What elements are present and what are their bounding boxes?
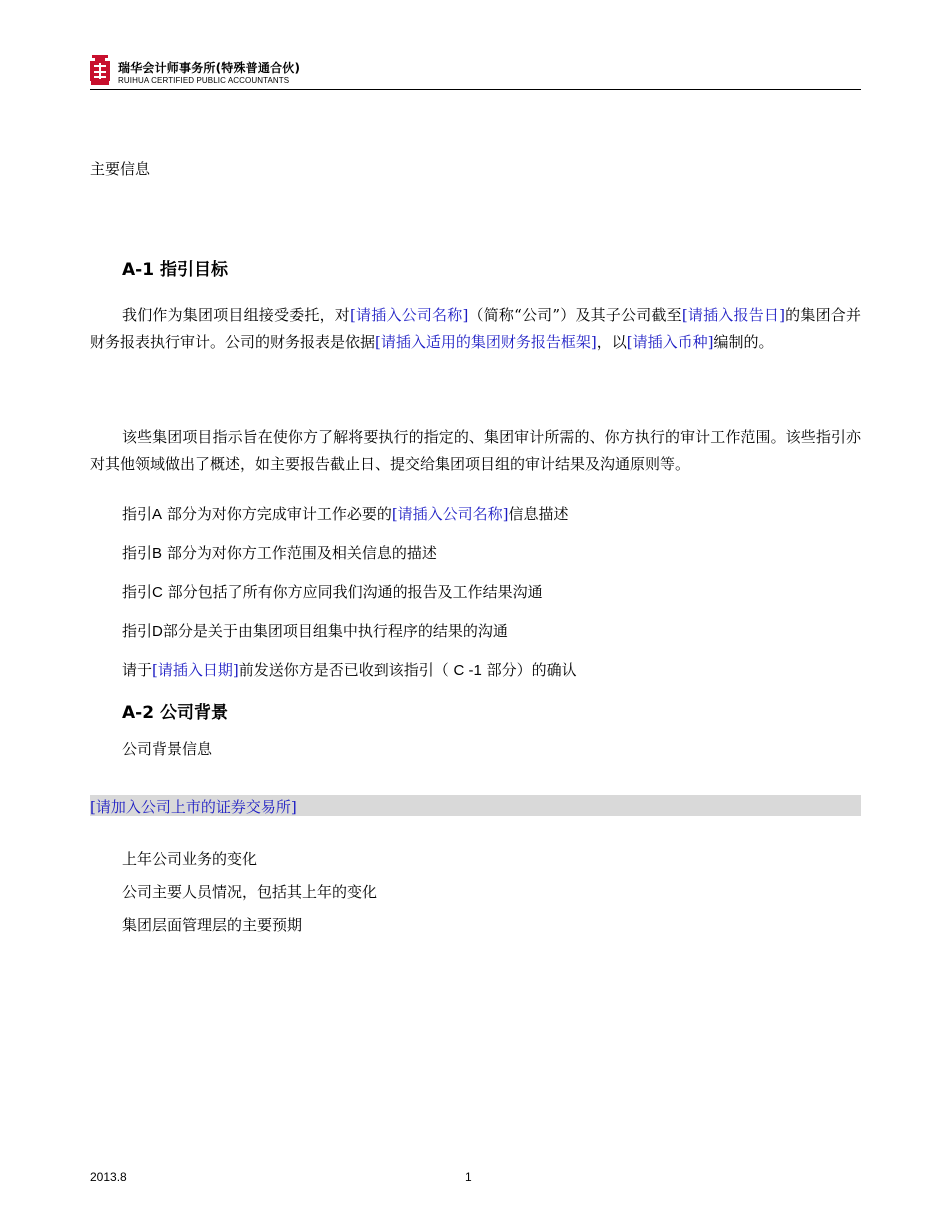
- header-divider: [90, 89, 861, 90]
- page-number: 1: [465, 1170, 472, 1184]
- paragraph-a1-intro: 我们作为集团项目组接受委托，对[请插入公司名称]（简称“公司”）及其子公司截至[请插入报告日]的集团合并财务报表执行审计。公司的财务报表是依据[请插入适用的集团财务报告框架]，以[请插入币种]编制的。: [90, 306, 861, 351]
- section-title: 主要信息: [90, 160, 151, 178]
- shaded-placeholder-bar: [90, 795, 861, 816]
- list-item-guide-a: 指引A 部分为对你方完成审计工作必要的[请插入公司名称]信息描述: [122, 505, 569, 523]
- placeholder-report-date: [请插入报告日]: [681, 306, 785, 324]
- heading-a1: A-1 指引目标: [122, 260, 228, 280]
- firm-name-cn: 瑞华会计师事务所(特殊普通合伙): [118, 61, 301, 75]
- company-background-subtitle: 公司背景信息: [122, 740, 213, 758]
- list-item-guide-c: 指引C 部分包括了所有你方应同我们沟通的报告及工作结果沟通: [122, 583, 543, 601]
- placeholder-currency: [请插入币种]: [626, 333, 714, 351]
- ruihua-logo-icon: [90, 55, 110, 85]
- list-item-guide-b: 指引B 部分为对你方工作范围及相关信息的描述: [122, 544, 437, 562]
- footer-date: 2013.8: [90, 1170, 127, 1184]
- heading-a2: A-2 公司背景: [122, 703, 228, 723]
- confirmation-line: 请于[请插入日期]前发送你方是否已收到该指引（ C -1 部分）的确认: [122, 661, 577, 679]
- placeholder-company-name-2: [请插入公司名称]: [391, 505, 509, 523]
- list-item: 上年公司业务的变化: [122, 850, 258, 868]
- firm-name-en: RUIHUA CERTIFIED PUBLIC ACCOUNTANTS: [118, 76, 290, 85]
- list-item: 公司主要人员情况，包括其上年的变化: [122, 883, 378, 901]
- placeholder-framework: [请插入适用的集团财务报告框架]: [375, 333, 597, 351]
- list-item-guide-d: 指引D部分是关于由集团项目组集中执行程序的结果的沟通: [122, 622, 508, 640]
- placeholder-stock-exchange: [请加入公司上市的证券交易所]: [90, 798, 297, 816]
- placeholder-date: [请插入日期]: [152, 661, 239, 679]
- placeholder-company-name: [请插入公司名称]: [350, 306, 469, 324]
- paragraph-a1-scope: 该些集团项目指示旨在使你方了解将要执行的指定的、集团审计所需的、你方执行的审计工作范围。该些指引亦对其他领域做出了概述，如主要报告截止日、提交给集团项目组的审计结果及沟通原则等。: [90, 428, 861, 473]
- list-item: 集团层面管理层的主要预期: [122, 916, 303, 934]
